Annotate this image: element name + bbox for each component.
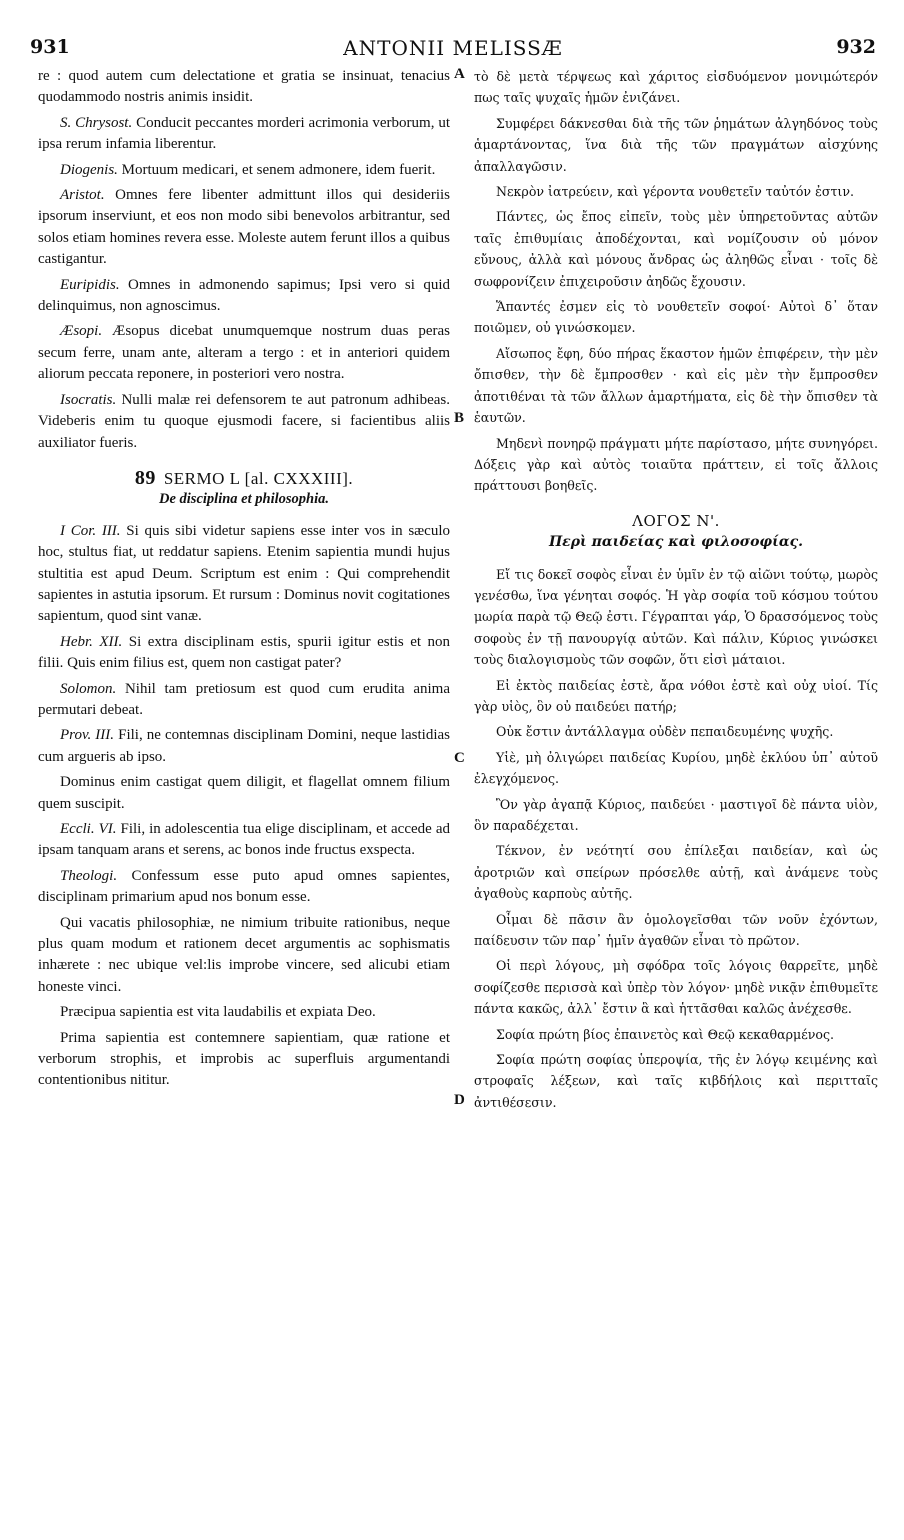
greek-paragraph: Νεκρὸν ἰατρεύειν, καὶ γέροντα νουθετεῖν ταὐτόν ἐστιν. xyxy=(496,184,855,200)
latin-top-section xyxy=(38,66,450,454)
paragraph-text: Prima sapientia est contemnere sapientiam, quæ ratione et verborum strophis, et improbis ac superfluis argumentandi contentionibus nititur. xyxy=(38,1029,450,1089)
source-attribution: I Cor. III. xyxy=(60,522,121,539)
greek-paragraph: Εἰ ἐκτὸς παιδείας ἐστὲ, ἄρα νόθοι ἐστὲ καὶ οὐχ υἱοί. Τίς γὰρ υἱὸς, ὃν οὐ παιδεύει πατήρ; xyxy=(474,677,878,714)
greek-paragraph: Αἴσωπος ἔφη, δύο πήρας ἕκαστον ἡμῶν ἐπιφέρειν, τὴν μὲν ὄπισθεν, τὴν δὲ ἔμπροσθεν · καὶ εἰς μὲν τὴν ἔμπροσθεν ἀποτιθέναι τὰ τῶν ἄλλων ἁμαρτήματα, εἰς δὲ τὴν ὄπισθεν τὰ ἑαυτῶν. xyxy=(474,345,878,426)
source-attribution: Solomon. xyxy=(60,680,117,697)
latin-paragraph xyxy=(38,819,450,862)
source-attribution: Euripidis. xyxy=(60,276,120,293)
greek-paragraph: Πάντες, ὡς ἔπος εἰπεῖν, τοὺς μὲν ὑπηρετοῦντας αὐτῶν ταῖς ἐπιθυμίαις ἀποδέχονται, καὶ νομίζουσιν οὐ μόνον εὔνους, ἀλλὰ καὶ μόνους ἄνδρας ὡς ἀληθῶς εἶναι · τοῖς δὲ σωφρονίζειν ἐπιχειροῦσιν ἀηδῶς ἔχουσιν. xyxy=(474,209,878,289)
latin-paragraph xyxy=(38,866,450,909)
greek-top-section xyxy=(474,66,878,497)
source-attribution: Hebr. XII. xyxy=(60,633,123,650)
latin-sermon-heading xyxy=(38,468,450,511)
greek-sermon-subtitle: Περὶ παιδείας καὶ φιλοσοφίας. xyxy=(548,534,804,551)
greek-paragraph: Οἱ περὶ λόγους, μὴ σφόδρα τοῖς λόγοις θαρρεῖτε, μηδὲ σοφίζεσθε περισσὰ καὶ ὑπὲρ τὸν λόγον· μηδὲ νικᾷν ἐπιθυμεῖτε πάντα κακῶς, ἀλλ᾽ ἔστιν ἃ καὶ ἡττᾶσθαι καλῶς ἀνέχεσθε. xyxy=(474,958,878,1017)
paragraph-text: Conducit peccantes morderi acrimonia verborum, ut ipsa rerum infamia liberentur. xyxy=(38,114,451,153)
paragraph-text: Præcipua sapientia est vita laudabilis et expiata Deo. xyxy=(60,1004,376,1021)
greek-paragraph: Σοφία πρώτη βίος ἐπαινετὸς καὶ Θεῷ κεκαθαρμένος. xyxy=(496,1026,835,1042)
margin-marker-b: B xyxy=(454,410,465,426)
paragraph-text: Si extra disciplinam estis, spurii igitur estis et non filii. Quis enim filius est, quem non castigat pater? xyxy=(38,633,450,672)
greek-paragraph: Ἅπαντές ἐσμεν εἰς τὸ νουθετεῖν σοφοί· Αὐτοὶ δ᾽ ὅταν ποιῶμεν, οὐ γινώσκομεν. xyxy=(474,299,878,336)
paragraph-text: Si quis sibi videtur sapiens esse inter vos in sæculo hoc, stultus fiat, ut reddatur sapiens. Etenim sapientia mundi hujus stultitia est apud Deum. Scriptum est enim : Qui comprehendit sapientes in astutia ipsorum. Et rursum : Dominus novit cogitationes sapientum, quod sint vanæ. xyxy=(38,522,450,625)
latin-paragraph xyxy=(38,160,450,181)
greek-paragraph: τὸ δὲ μετὰ τέρψεως καὶ χάριτος εἰσδυόμενον μονιμώτερόν πως ταῖς ψυχαῖς ἡμῶν ἐνιζάνει. xyxy=(474,69,878,106)
latin-paragraph xyxy=(38,725,450,768)
greek-sermon-heading xyxy=(474,511,878,554)
latin-paragraph xyxy=(38,66,450,109)
latin-paragraph xyxy=(38,1002,450,1023)
margin-marker-a: A xyxy=(454,66,465,82)
paragraph-text: Qui vacatis philosophiæ, ne nimium tribuite rationibus, neque plus quam modum et rationem decet argumentis ac sophismatis inhærete : nec ubique vel:lis improbe vincere, sed alicubi etiam honeste vinci. xyxy=(38,914,450,995)
greek-sermon-title: ΛΟΓΟΣ Ν'. xyxy=(632,511,720,530)
greek-bottom-section xyxy=(474,564,878,1114)
latin-column xyxy=(38,66,450,1096)
source-attribution: Isocratis. xyxy=(60,391,117,408)
greek-paragraph: Συμφέρει δάκνεσθαι διὰ τῆς τῶν ῥημάτων ἀλγηδόνος τοὺς ἁμαρτάνοντας, ἵνα διὰ τῆς τῶν πραγμάτων αἰσχύνης ἀπαλλαγῶσιν. xyxy=(474,115,878,174)
latin-sermon-subtitle: De disciplina et philosophia. xyxy=(159,491,329,508)
latin-paragraph xyxy=(38,275,450,318)
source-attribution: Theologi. xyxy=(60,867,118,884)
paragraph-text: Dominus enim castigat quem diligit, et flagellat omnem filium quem suscipit. xyxy=(38,774,450,812)
margin-marker-d: D xyxy=(454,1092,465,1108)
paragraph-text: Æsopus dicebat unumquemque nostrum duas peras secum ferre, unam ante, alteram a tergo : et in anteriori quidem aliorum peccata reponere, in posteriori vero nostra. xyxy=(38,323,450,383)
paragraph-text: Fili, in adolescentia tua elige disciplinam, et accede ad ipsam tanquam arans et serens, ac bonos inde fructus exspecta. xyxy=(38,821,450,859)
source-attribution: Prov. III. xyxy=(60,727,115,744)
latin-paragraph xyxy=(38,321,450,385)
paragraph-text: Mortuum medicari, et senem admonere, idem fuerit. xyxy=(117,161,436,178)
source-attribution: Diogenis. xyxy=(60,161,118,178)
latin-bottom-section xyxy=(38,521,450,1092)
running-title: ANTONII MELISSÆ xyxy=(343,36,563,60)
paragraph-text: Nihil tam pretiosum est quod cum erudita anima permutari debeat. xyxy=(38,680,450,718)
latin-paragraph xyxy=(38,521,450,628)
paragraph-text: Confessum esse puto apud omnes sapientes, disciplinam primarium apud nos bonum esse. xyxy=(38,867,450,906)
paragraph-text: Fili, ne contemnas disciplinam Domini, neque lastidias cum argueris ab ipso. xyxy=(38,727,450,765)
source-attribution: S. Chrysost. xyxy=(60,114,133,131)
greek-paragraph: Ὃν γὰρ ἀγαπᾷ Κύριος, παιδεύει · μαστιγοῖ δὲ πάντα υἱὸν, ὃν παραδέχεται. xyxy=(474,796,878,833)
greek-paragraph: Σοφία πρώτη σοφίας ὑπεροψία, τῆς ἐν λόγῳ κειμένης καὶ στροφαῖς λέξεων, καὶ ταῖς κιβδήλοις καὶ περιτταῖς ἀντιθέσεσιν. xyxy=(474,1052,878,1110)
latin-paragraph xyxy=(38,390,450,454)
latin-paragraph xyxy=(38,1028,450,1092)
margin-marker-c: C xyxy=(454,750,465,766)
latin-paragraph xyxy=(38,185,450,271)
greek-paragraph: Εἴ τις δοκεῖ σοφὸς εἶναι ἐν ὑμῖν ἐν τῷ αἰῶνι τούτῳ, μωρὸς γενέσθω, ἵνα γένηται σοφός. Ἡ γὰρ σοφία τοῦ κόσμου τούτου μωρία παρὰ τῷ Θεῷ ἐστι. Γέγραπται γάρ, Ὁ δρασσόμενος τοὺς σοφοὺς ἐν τῇ πανουργίᾳ αὐτῶν. Καὶ πάλιν, Κύριος γινώσκει τοὺς διαλογισμοὺς τῶν σοφῶν, ὅτι εἰσὶ μάταιοι. xyxy=(474,566,878,668)
paragraph-text: re : quod autem cum delectatione et gratia se insinuat, tenacius quodammodo nostris animis insidit. xyxy=(38,68,450,106)
greek-paragraph: Υἱὲ, μὴ ὀλιγώρει παιδείας Κυρίου, μηδὲ ἐκλύου ὑπ᾽ αὐτοῦ ἐλεγχόμενος. xyxy=(474,749,878,787)
greek-paragraph: Οὐκ ἔστιν ἀντάλλαγμα οὐδὲν πεπαιδευμένης ψυχῆς. xyxy=(496,724,834,740)
greek-paragraph: Οἶμαι δὲ πᾶσιν ἂν ὁμολογεῖσθαι τῶν νοῦν ἐχόντων, παίδευσιν τῶν παρ᾽ ἡμῖν ἀγαθῶν εἶναι τὸ πρῶτον. xyxy=(474,911,878,949)
latin-paragraph xyxy=(38,679,450,722)
page-number-right: 932 xyxy=(836,36,876,58)
paragraph-text: Omnes fere libenter admittunt illos qui desideriis ipsorum inserviunt, et eos non modo sibi benevolos arbitrantur, sed solos etiam homines revera esse. Moleste autem ferunt illos a quibus castigantur. xyxy=(38,187,450,268)
paragraph-text: Omnes in admonendo sapimus; Ipsi vero si quid delinquimus, non agnoscimus. xyxy=(38,276,450,315)
greek-paragraph: Τέκνον, ἐν νεότητί σου ἐπίλεξαι παιδείαν, καὶ ὡς ἀροτριῶν καὶ σπείρων πρόσελθε αὐτῇ, καὶ ἀνάμενε τοὺς ἀγαθοὺς καρποὺς αὐτῆς. xyxy=(474,843,878,902)
latin-sermon-title: 89 SERMO L [al. CXXXIII]. xyxy=(134,466,354,489)
source-attribution: Eccli. VI. xyxy=(60,821,117,837)
source-attribution: Aristot. xyxy=(60,187,105,204)
source-attribution: Æsopi. xyxy=(60,323,103,340)
latin-paragraph xyxy=(38,772,450,815)
latin-paragraph xyxy=(38,113,450,156)
page-header xyxy=(30,36,876,64)
sermon-number: 89 xyxy=(134,466,156,489)
latin-paragraph xyxy=(38,913,450,999)
page-number-left: 931 xyxy=(30,36,70,58)
greek-column xyxy=(474,66,878,1117)
latin-paragraph xyxy=(38,632,450,675)
greek-paragraph: Μηδενὶ πονηρῷ πράγματι μήτε παρίστασο, μήτε συνηγόρει. Δόξεις γὰρ καὶ αὐτὸς τοιαῦτα πράττειν, εἰ τοῖς ἄλλοις πράττουσι βοηθεῖς. xyxy=(474,435,878,494)
paragraph-text: Nulli malæ rei defensorem te aut patronum adhibeas. Videberis enim tu quoque ejusmodi facere, si facientibus aliis auxiliator fueris. xyxy=(38,391,450,451)
